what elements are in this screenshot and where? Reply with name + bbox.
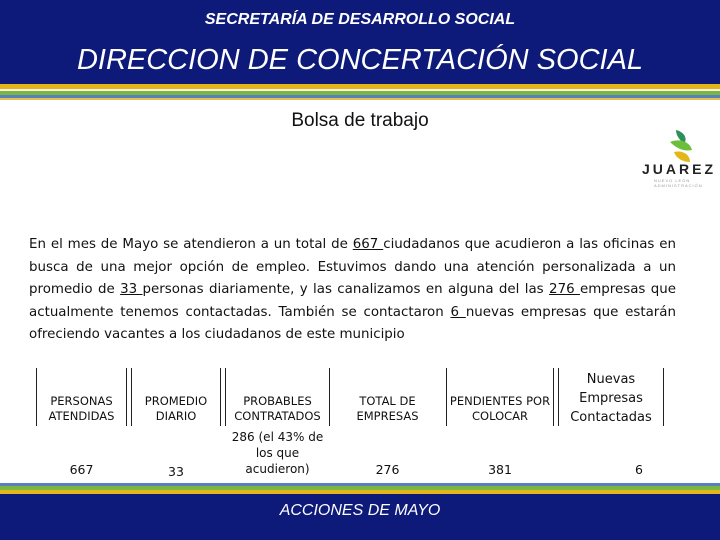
col-total-empresas: [340, 368, 435, 480]
header-promedio-diario: PROMEDIO DIARIO: [144, 394, 208, 423]
header-personas-atendidas: PERSONAS ATENDIDAS: [48, 394, 115, 423]
value-personas-atendidas: 667: [69, 462, 94, 477]
para-text-2: ciudadanos que acudieron a las oficinas en busca de una mejor opción de empleo. Estuvimos dando una atención personalizada a un promedio de: [29, 237, 676, 298]
daily-average: 33: [120, 282, 143, 298]
header-banner: [0, 0, 720, 88]
header-title: DIRECCION DE CONCERTACIÓN SOCIAL: [76, 44, 644, 76]
para-text-5: nuevas empresas que estarán ofreciendo vacantes a los ciudadanos de este municipio: [29, 304, 676, 343]
logo-leaf-icon: [640, 128, 720, 164]
header-probables-contratados: PROBABLES CONTRATADOS: [234, 394, 321, 423]
col-nuevas-empresas: [558, 368, 664, 480]
value-pendientes-colocar: 381: [488, 462, 512, 477]
para-text-3: personas diariamente, y las canalizamos en alguna del las: [142, 282, 550, 298]
logo-wordmark: JUAREZ: [642, 161, 717, 177]
value-nuevas-empresas: 6: [635, 462, 643, 477]
footer-banner: [0, 494, 720, 540]
para-text-1: En el mes de Mayo se atendieron a un total de: [29, 237, 353, 252]
new-companies-count: 6: [450, 304, 466, 320]
header-pendientes-colocar: PENDIENTES POR COLOCAR: [449, 394, 551, 423]
col-probables-contratados: [225, 368, 330, 480]
header-subtitle: SECRETARÍA DE DESARROLLO SOCIAL: [204, 11, 516, 28]
summary-paragraph: [29, 234, 676, 347]
page-title: Bolsa de trabajo: [291, 110, 429, 131]
para-text-4: empresas que actualmente tenemos contactadas. También se contactaron: [29, 282, 676, 320]
footer-label: ACCIONES DE MAYO: [279, 502, 441, 519]
header-total-empresas: TOTAL DE EMPRESAS: [356, 394, 419, 423]
value-promedio-diario: 33: [168, 464, 184, 479]
value-total-empresas: 276: [375, 462, 400, 477]
logo-subtitle-2: ADMINISTRACIÓN: [654, 183, 703, 188]
header-nuevas-empresas: Nuevas Empresas Contactadas: [570, 372, 652, 425]
attended-count: 667: [352, 237, 384, 252]
juarez-logo: [640, 128, 720, 188]
companies-count: 276: [549, 282, 580, 298]
col-pendientes-colocar: [446, 368, 554, 480]
note-probables-contratados: 286 (el 43% de los que acudieron): [231, 430, 324, 476]
logo-subtitle-1: NUEVO LEÓN: [654, 178, 691, 183]
col-promedio-diario: [131, 368, 221, 480]
col-personas-atendidas: [36, 368, 127, 480]
header-stripe-gold-2: [0, 98, 720, 100]
